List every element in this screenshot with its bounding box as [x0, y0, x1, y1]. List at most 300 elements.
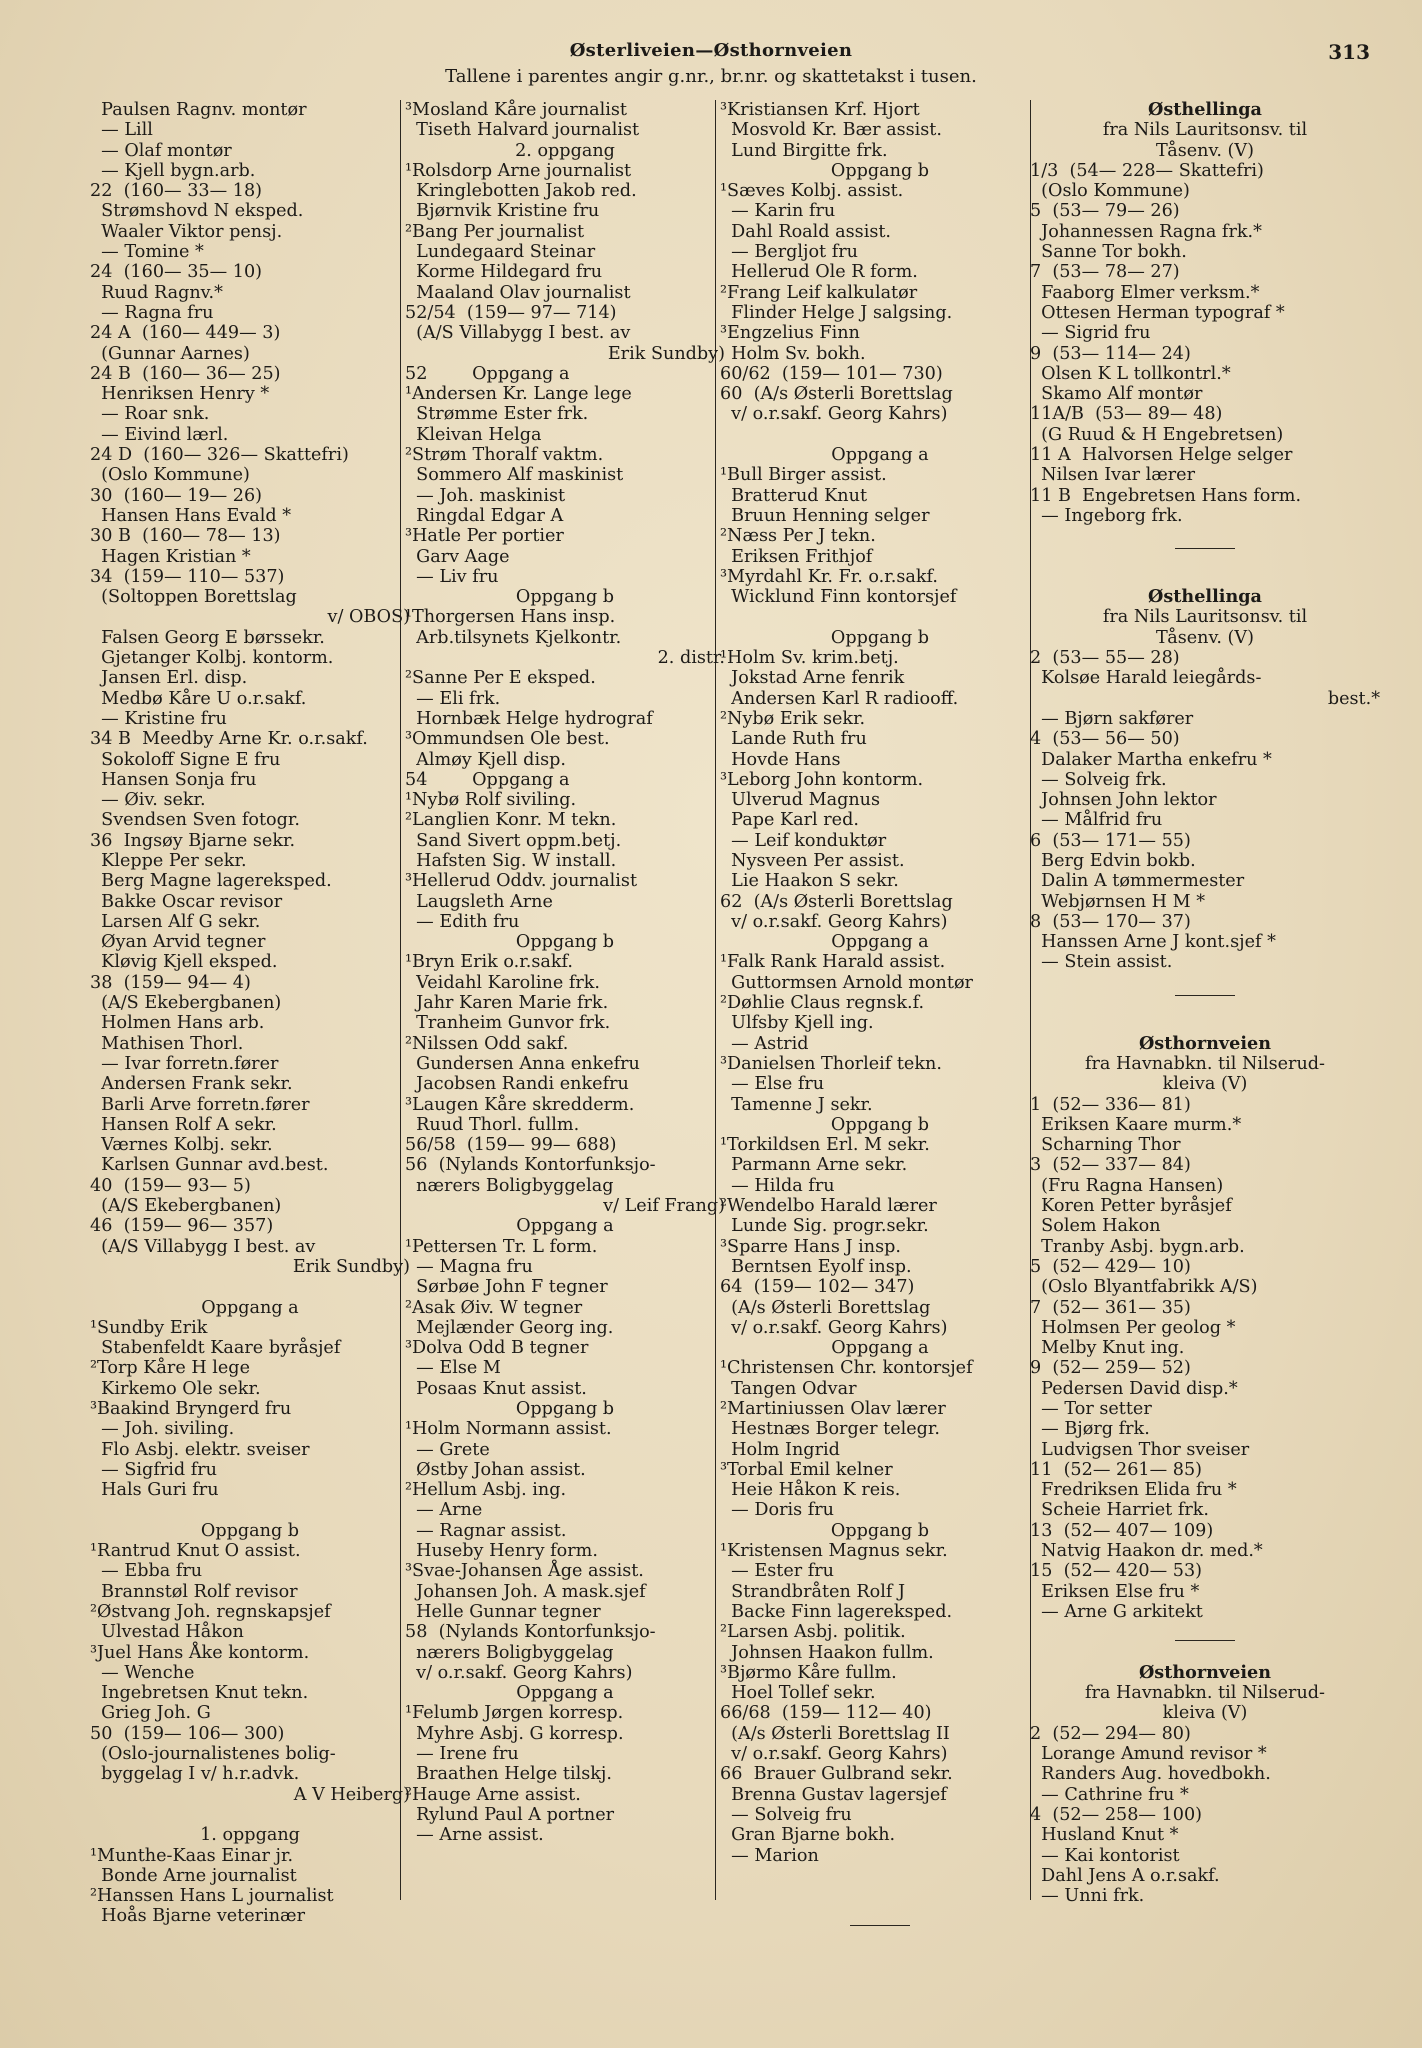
directory-line: v/ o.r.sakf. Georg Kahrs) [405, 1662, 633, 1683]
directory-line: (Oslo Kommune) [1030, 181, 1190, 202]
directory-line: 7 (53— 78— 27) [1030, 262, 1180, 283]
directory-line: — Solveig fru [720, 1804, 852, 1825]
directory-line: 24 D (160— 326— Skattefri) [90, 445, 349, 466]
directory-line: — Bjørg frk. [1030, 1419, 1150, 1440]
directory-line: (G Ruud & H Engebretsen) [1030, 424, 1284, 445]
directory-line: ²Langlien Konr. M tekn. [405, 810, 617, 831]
directory-line: Bjørnvik Kristine fru [405, 201, 600, 222]
directory-line: — Else M [405, 1358, 501, 1379]
directory-line: ¹Falk Rank Harald assist. [720, 952, 946, 973]
directory-line: Sokoloff Signe E fru [90, 749, 281, 770]
directory-line: Maaland Olav journalist [405, 282, 631, 303]
subsection-heading: Oppgang b [200, 1520, 300, 1541]
directory-line: Laugsleth Arne [405, 891, 553, 912]
page-number: 313 [1328, 40, 1370, 64]
directory-line: — Liv fru [405, 566, 499, 587]
directory-line: Sanne Tor bokh. [1030, 242, 1187, 263]
directory-line: Flo Asbj. elektr. sveiser [90, 1439, 310, 1460]
directory-line: Gran Bjarne bokh. [720, 1825, 896, 1846]
directory-line: Gundersen Anna enkefru [405, 1053, 640, 1074]
directory-line: Myhre Asbj. G korresp. [405, 1723, 624, 1744]
directory-line: v/ OBOS) [327, 607, 410, 628]
section-end-rule [1175, 548, 1235, 549]
page-title: Østerliveien—Østhornveien [569, 40, 853, 61]
directory-line: — Ebba fru [90, 1561, 203, 1582]
directory-line: Sommero Alf maskinist [405, 465, 624, 486]
directory-line: — Målfrid fru [1030, 810, 1163, 831]
directory-line: Melby Knut ing. [1030, 1338, 1185, 1359]
subsection-heading: Oppgang a [831, 932, 929, 953]
directory-line: Kløvig Kjell eksped. [90, 952, 278, 973]
section-heading: Østhornveien [1138, 1661, 1272, 1683]
directory-line: (Oslo Kommune) [90, 465, 250, 486]
directory-line: — Sigfrid fru [90, 1459, 217, 1480]
directory-line [720, 607, 1040, 627]
directory-line: Ringdal Edgar A [405, 505, 564, 526]
directory-line: ¹Sæves Kolbj. assist. [720, 181, 904, 202]
directory-line: 56 (Nylands Kontorfunksjo- [405, 1155, 656, 1176]
directory-line: 8 (53— 170— 37) [1030, 911, 1191, 932]
directory-line: 34 (159— 110— 537) [90, 566, 285, 587]
directory-line: Hansen Hans Evald * [90, 505, 292, 526]
directory-line: Almøy Kjell disp. [405, 749, 566, 770]
directory-line: 60 (A/s Østerli Borettslag [720, 384, 953, 405]
directory-line: Scheie Harriet frk. [1030, 1500, 1209, 1521]
directory-line: Erik Sundby) [607, 343, 725, 364]
directory-line: — Astrid [720, 1033, 809, 1054]
directory-line: — Hilda fru [720, 1175, 835, 1196]
directory-line: Brenna Gustav lagersjef [720, 1784, 947, 1805]
directory-line [1030, 993, 1380, 1013]
directory-line: ³Mosland Kåre journalist [405, 100, 628, 120]
directory-line [90, 1805, 410, 1825]
directory-line [1030, 973, 1380, 993]
directory-line: Værnes Kolbj. sekr. [90, 1135, 273, 1156]
directory-line: 7 (52— 361— 35) [1030, 1297, 1191, 1318]
directory-line: Pape Karl red. [720, 810, 859, 831]
directory-line: ¹Munthe-Kaas Einar jr. [90, 1845, 294, 1866]
directory-line: ¹Bryn Erik o.r.sakf. [405, 952, 573, 973]
subsection-heading: fra Nils Lauritsonsv. til [1102, 607, 1308, 628]
directory-line: ³Engzelius Finn [720, 323, 860, 344]
directory-line: ²Nybø Erik sekr. [720, 708, 866, 729]
directory-line: Flinder Helge J salgsing. [720, 302, 953, 323]
directory-line: Koren Petter byråsjef [1030, 1196, 1232, 1217]
directory-line: Tamenne J sekr. [720, 1094, 873, 1115]
directory-line: Strandbråten Rolf J [720, 1581, 905, 1602]
directory-line: Strømshovd N eksped. [90, 201, 304, 222]
section-heading: Østhornveien [1138, 1032, 1272, 1054]
subsection-heading: Oppgang b [515, 1399, 615, 1419]
directory-line: Sørbøe John F tegner [405, 1277, 608, 1298]
directory-line: Jokstad Arne fenrik [720, 668, 905, 689]
directory-line: Bakke Oscar revisor [90, 891, 283, 912]
directory-line: (Gunnar Aarnes) [90, 343, 250, 364]
directory-line: Gjetanger Kolbj. kontorm. [90, 648, 334, 669]
directory-line: Skamo Alf montør [1030, 384, 1203, 405]
directory-line: Hornbæk Helge hydrograf [405, 708, 653, 729]
directory-line: Wicklund Finn kontorsjef [720, 587, 957, 608]
directory-line: 24 A (160— 449— 3) [90, 323, 281, 344]
directory-line: (A/S Ekebergbanen) [90, 1196, 282, 1217]
directory-line: — Eli frk. [405, 688, 501, 709]
directory-line: 66 Brauer Gulbrand sekr. [720, 1764, 953, 1785]
directory-column-1 [90, 100, 410, 1927]
directory-line: Hoel Tollef sekr. [720, 1683, 876, 1704]
directory-line: Stabenfeldt Kaare byråsjef [90, 1338, 341, 1359]
directory-line: (A/S Villabygg I best. av [405, 323, 631, 344]
directory-line: — Arne assist. [405, 1825, 544, 1846]
directory-line: Pedersen David disp.* [1030, 1378, 1238, 1399]
subsection-heading: fra Havnabkn. til Nilserud- [1085, 1683, 1325, 1704]
subsection-heading: Oppgang a [516, 1683, 614, 1704]
directory-line: Jahr Karen Marie frk. [405, 993, 609, 1014]
directory-line: Guttormsen Arnold montør [720, 972, 973, 993]
directory-line: 5 (52— 429— 10) [1030, 1256, 1191, 1277]
directory-line [90, 1277, 410, 1297]
directory-line: v/ o.r.sakf. Georg Kahrs) [720, 404, 948, 425]
directory-line: ²Strøm Thoralf vaktm. [405, 445, 604, 466]
directory-line: — Doris fru [720, 1500, 834, 1521]
subsection-heading: Oppgang a [516, 1216, 614, 1237]
directory-line: Falsen Georg E børssekr. [90, 627, 325, 648]
directory-line: ²Hauge Arne assist. [405, 1784, 581, 1805]
directory-line: 11 B Engebretsen Hans form. [1030, 485, 1302, 506]
subsection-heading: Oppgang b [830, 1114, 930, 1135]
directory-line: 54 Oppgang a [405, 769, 570, 790]
directory-line: 40 (159— 93— 5) [90, 1175, 251, 1196]
directory-line: Eriksen Frithjof [720, 546, 873, 567]
directory-line: Parmann Arne sekr. [720, 1155, 908, 1176]
directory-line: 56/58 (159— 99— 688) [405, 1135, 617, 1156]
directory-line: — Roar snk. [90, 404, 210, 425]
directory-line: Berg Magne lagereksped. [90, 871, 332, 892]
directory-line: Svendsen Sven fotogr. [90, 810, 300, 831]
directory-line: ³Bjørmo Kåre fullm. [720, 1662, 897, 1683]
directory-line: 38 (159— 94— 4) [90, 972, 251, 993]
directory-line: v/ o.r.sakf. Georg Kahrs) [720, 911, 948, 932]
directory-line: Kleivan Helga [405, 424, 542, 445]
directory-line: Berg Edvin bokb. [1030, 850, 1196, 871]
directory-line: 15 (52— 420— 53) [1030, 1561, 1203, 1582]
directory-line: — Kjell bygn.arb. [90, 160, 256, 181]
directory-line: ³Juel Hans Åke kontorm. [90, 1642, 310, 1663]
directory-line [90, 1500, 410, 1520]
directory-line: Dalin A tømmermester [1030, 871, 1245, 892]
directory-line: — Lill [90, 120, 153, 141]
directory-line: byggelag I v/ h.r.advk. [90, 1764, 300, 1785]
directory-line: ¹Holm Normann assist. [405, 1419, 612, 1440]
directory-line: v/ Leif Frang) [603, 1196, 725, 1217]
directory-line: Heie Håkon K reis. [720, 1480, 901, 1501]
directory-line: Ulvestad Håkon [90, 1622, 244, 1643]
directory-line: 11 A Halvorsen Helge selger [1030, 445, 1293, 466]
directory-line: 11 (52— 261— 85) [1030, 1459, 1203, 1480]
directory-line: 58 (Nylands Kontorfunksjo- [405, 1622, 656, 1643]
directory-line: (A/S Ekebergbanen) [90, 993, 282, 1014]
directory-line: Henriksen Henry * [90, 384, 270, 405]
subsection-heading: Tåsenv. (V) [1156, 140, 1254, 161]
directory-line: — Leif konduktør [720, 830, 887, 851]
directory-line: — Olaf montør [90, 140, 232, 161]
directory-line: Lie Haakon S sekr. [720, 871, 899, 892]
directory-line: Garv Aage [405, 546, 510, 567]
directory-line: ³Hatle Per portier [405, 526, 564, 547]
directory-line: ¹Thorgersen Hans insp. [405, 607, 616, 628]
directory-line [1030, 1643, 1380, 1663]
subsection-heading: Oppgang b [515, 587, 615, 608]
directory-line: Bratterud Knut [720, 485, 868, 506]
directory-line: Johnsen Haakon fullm. [720, 1642, 934, 1663]
directory-line: Hansen Rolf A sekr. [90, 1114, 277, 1135]
directory-line: 50 (159— 106— 300) [90, 1723, 285, 1744]
directory-line: 9 (52— 259— 52) [1030, 1358, 1191, 1379]
directory-line: ²Asak Øiv. W tegner [405, 1297, 583, 1318]
directory-line: 1/3 (54— 228— Skattefri) [1030, 160, 1264, 181]
directory-line: 2. distr. [657, 648, 725, 669]
directory-line: Hafsten Sig. W install. [405, 850, 617, 871]
directory-line: Hestnæs Borger telegr. [720, 1419, 940, 1440]
directory-line: Johnsen John lektor [1030, 790, 1217, 811]
directory-line [1030, 1013, 1380, 1033]
directory-line: ³Myrdahl Kr. Fr. o.r.sakf. [720, 566, 938, 587]
directory-line: — Ragnar assist. [405, 1520, 567, 1541]
directory-line: Ruud Thorl. fullm. [405, 1114, 580, 1135]
directory-line: ¹Holm Sv. krim.betj. [720, 648, 899, 669]
subsection-heading: Oppgang a [831, 1338, 929, 1359]
directory-line: Hals Guri fru [90, 1480, 219, 1501]
directory-line: Ottesen Herman typograf * [1030, 302, 1285, 323]
subsection-heading: Oppgang b [830, 160, 930, 181]
directory-line: 13 (52— 407— 109) [1030, 1520, 1214, 1541]
directory-line: 52 Oppgang a [405, 363, 570, 384]
directory-line: Hansen Sonja fru [90, 769, 257, 790]
directory-line: 4 (52— 258— 100) [1030, 1804, 1203, 1825]
directory-line: 36 Ingsøy Bjarne sekr. [90, 830, 296, 851]
directory-line: ³Baakind Bryngerd fru [90, 1399, 292, 1419]
directory-line: Holmen Hans arb. [90, 1013, 265, 1034]
directory-line: ³Danielsen Thorleif tekn. [720, 1053, 942, 1074]
directory-line: Mathisen Thorl. [90, 1033, 244, 1054]
directory-line: (Soltoppen Borettslag [90, 587, 297, 608]
directory-line: Paulsen Ragnv. montør [90, 100, 307, 120]
directory-line: (A/s Østerli Borettslag II [720, 1723, 950, 1744]
directory-line: 66/68 (159— 112— 40) [720, 1703, 932, 1724]
directory-line: (A/s Østerli Borettslag [720, 1297, 931, 1318]
directory-line: ²Martiniussen Olav lærer [720, 1399, 946, 1419]
directory-line: 24 B (160— 36— 25) [90, 363, 281, 384]
directory-line: Tiseth Halvard journalist [405, 120, 640, 141]
directory-line: 46 (159— 96— 357) [90, 1216, 274, 1237]
directory-line: ²Wendelbo Harald lærer [720, 1196, 937, 1217]
subsection-heading: fra Nils Lauritsonsv. til [1102, 120, 1308, 141]
directory-line: Hagen Kristian * [90, 546, 251, 567]
directory-line: Mosvold Kr. Bær assist. [720, 120, 942, 141]
directory-line: — Marion [720, 1845, 819, 1866]
directory-line: Olsen K L tollkontrl.* [1030, 363, 1231, 384]
directory-line: — Tomine * [90, 242, 204, 263]
directory-line: Jansen Erl. disp. [90, 668, 248, 689]
directory-line: — Edith fru [405, 911, 520, 932]
directory-line: Hanssen Arne J kont.sjef * [1030, 932, 1276, 953]
directory-line: 64 (159— 102— 347) [720, 1277, 915, 1298]
subsection-heading: Tåsenv. (V) [1156, 627, 1254, 648]
subsection-heading: 1. oppgang [200, 1825, 300, 1846]
directory-line: — Kristine fru [90, 708, 227, 729]
directory-line: Kirkemo Ole sekr. [90, 1378, 261, 1399]
directory-line: ¹Rantrud Knut O assist. [90, 1541, 301, 1562]
directory-line: ²Larsen Asbj. politik. [720, 1622, 906, 1643]
directory-line: — Cathrine fru * [1030, 1784, 1189, 1805]
directory-line: ¹Rolsdorp Arne journalist [405, 160, 632, 181]
directory-line: Fredriksen Elida fru * [1030, 1480, 1237, 1501]
directory-line: Huseby Henry form. [405, 1541, 598, 1562]
directory-line: (Fru Ragna Hansen) [1030, 1175, 1224, 1196]
directory-line: ²Østvang Joh. regnskapsjef [90, 1601, 331, 1622]
directory-line: Ruud Ragnv.* [90, 282, 223, 303]
directory-line: — Karin fru [720, 201, 836, 222]
directory-line: — Wenche [90, 1662, 195, 1683]
directory-line: — Tor setter [1030, 1399, 1152, 1419]
directory-line: 11A/B (53— 89— 48) [1030, 404, 1223, 425]
directory-line: Dahl Jens A o.r.sakf. [1030, 1865, 1220, 1886]
directory-line: 24 (160— 35— 10) [90, 262, 263, 283]
directory-line: — Arne [405, 1500, 483, 1521]
directory-line: (Oslo Blyantfabrikk A/S) [1030, 1277, 1258, 1298]
directory-line: Øyan Arvid tegner [90, 932, 266, 953]
directory-line: v/ o.r.sakf. Georg Kahrs) [720, 1317, 948, 1338]
directory-line: nærers Boligbyggelag [405, 1175, 614, 1196]
directory-line: 30 (160— 19— 26) [90, 485, 263, 506]
directory-line: Berntsen Eyolf insp. [720, 1256, 912, 1277]
directory-line: Kolsøe Harald leiegårds- [1030, 668, 1262, 689]
subsection-heading: Oppgang b [515, 932, 615, 953]
directory-line: Randers Aug. hovedbokh. [1030, 1764, 1271, 1785]
directory-line [1030, 567, 1380, 587]
directory-line: Lande Ruth fru [720, 729, 867, 750]
directory-line: 9 (53— 114— 24) [1030, 343, 1191, 364]
directory-line: Holmsen Per geolog * [1030, 1317, 1236, 1338]
directory-line: Eriksen Else fru * [1030, 1581, 1200, 1602]
directory-line: ³Hellerud Oddv. journalist [405, 871, 638, 892]
directory-line: ¹Nybø Rolf siviling. [405, 790, 577, 811]
directory-line: — Joh. maskinist [405, 485, 566, 506]
directory-line: Nilsen Ivar lærer [1030, 465, 1195, 486]
directory-line: Brannstøl Rolf revisor [90, 1581, 298, 1602]
directory-line: ³Leborg John kontorm. [720, 769, 924, 790]
directory-line: Natvig Haakon dr. med.* [1030, 1541, 1263, 1562]
page-subtitle: Tallene i parentes angir g.nr., br.nr. og skattetakst i tusen. [445, 66, 977, 87]
directory-line: — Magna fru [405, 1256, 533, 1277]
directory-line: best.* [1327, 688, 1380, 709]
directory-line: ²Døhlie Claus regnsk.f. [720, 993, 925, 1014]
directory-line: — Bergljot fru [720, 242, 858, 263]
directory-line: ¹Pettersen Tr. L form. [405, 1236, 598, 1257]
directory-line: Strømme Ester frk. [405, 404, 589, 425]
directory-line: Braathen Helge tilskj. [405, 1764, 612, 1785]
directory-line: 22 (160— 33— 18) [90, 181, 263, 202]
directory-line: 60/62 (159— 101— 730) [720, 363, 943, 384]
directory-line: (Oslo-journalistenes bolig- [90, 1744, 336, 1765]
directory-line: ¹Sundby Erik [90, 1317, 208, 1338]
directory-line: Hovde Hans [720, 749, 841, 770]
directory-line: ²Næss Per J tekn. [720, 526, 876, 547]
directory-line: Dalaker Martha enkefru * [1030, 749, 1272, 770]
section-heading: Østhellinga [1148, 99, 1262, 120]
directory-line: ²Frang Leif kalkulatør [720, 282, 918, 303]
directory-line: Holm Sv. bokh. [720, 343, 866, 364]
directory-line: ²Bang Per journalist [405, 221, 585, 242]
directory-line: — Grete [405, 1439, 490, 1460]
directory-line: Lundegaard Steinar [405, 242, 596, 263]
directory-line: 1 (52— 336— 81) [1030, 1094, 1191, 1115]
directory-line: A V Heiberg) [293, 1784, 410, 1805]
directory-line: ³Svae-Johansen Åge assist. [405, 1561, 644, 1582]
directory-line: Medbø Kåre U o.r.sakf. [90, 688, 307, 709]
directory-line: ³Torbal Emil kelner [720, 1459, 893, 1480]
directory-line: Posaas Knut assist. [405, 1378, 587, 1399]
directory-column-4 [1030, 100, 1380, 1906]
directory-line: Johansen Joh. A mask.sjef [405, 1581, 646, 1602]
directory-line: Bonde Arne journalist [90, 1865, 297, 1886]
directory-line: ²Hellum Asbj. ing. [405, 1480, 567, 1501]
directory-line: ³Laugen Kåre skredderm. [405, 1094, 635, 1115]
directory-line: Sand Sivert oppm.betj. [405, 830, 622, 851]
subsection-heading: 2. oppgang [515, 140, 615, 161]
directory-line: — Joh. siviling. [90, 1419, 235, 1440]
directory-line: 62 (A/s Østerli Borettslag [720, 891, 953, 912]
directory-line: Larsen Alf G sekr. [90, 911, 261, 932]
directory-line: Korme Hildegard fru [405, 262, 603, 283]
directory-line: Lund Birgitte frk. [720, 140, 888, 161]
subsection-heading: fra Havnabkn. til Nilserud- [1085, 1053, 1325, 1074]
directory-line: — Eivind lærl. [90, 424, 229, 445]
directory-line: — Arne G arkitekt [1030, 1601, 1203, 1622]
subsection-heading: Oppgang b [830, 1520, 930, 1541]
directory-line: Ingebretsen Knut tekn. [90, 1683, 309, 1704]
directory-line: Mejlænder Georg ing. [405, 1317, 614, 1338]
directory-line: Nysveen Per assist. [720, 850, 905, 871]
directory-line: Østby Johan assist. [405, 1459, 586, 1480]
directory-line: — Unni frk. [1030, 1886, 1145, 1907]
directory-line: — Kai kontorist [1030, 1845, 1180, 1866]
directory-line: — Stein assist. [1030, 952, 1173, 973]
directory-line [720, 425, 1040, 445]
directory-line: nærers Boligbyggelag [405, 1642, 614, 1663]
directory-line: ³Ommundsen Ole best. [405, 729, 610, 750]
directory-line: 2 (52— 294— 80) [1030, 1723, 1191, 1744]
directory-line: ²Nilssen Odd sakf. [405, 1033, 569, 1054]
directory-line: Andersen Karl R radiooff. [720, 688, 959, 709]
directory-line: Scharning Thor [1030, 1135, 1181, 1156]
directory-line [1030, 526, 1380, 546]
directory-line: 2 (53— 55— 28) [1030, 648, 1180, 669]
directory-line: 5 (53— 79— 26) [1030, 201, 1180, 222]
directory-line: Arb.tilsynets Kjelkontr. [405, 627, 622, 648]
directory-line: Waaler Viktor pensj. [90, 221, 283, 242]
directory-line: — Ester fru [720, 1561, 834, 1582]
section-end-rule [850, 1925, 910, 1926]
section-heading: Østhellinga [1148, 586, 1262, 608]
section-end-rule [1175, 1640, 1235, 1641]
directory-line: 52/54 (159— 97— 714) [405, 302, 617, 323]
directory-line: ²Torp Kåre H lege [90, 1358, 250, 1379]
directory-line: — Øiv. sekr. [90, 790, 206, 811]
directory-line: Dahl Roald assist. [720, 221, 892, 242]
directory-line: 3 (52— 337— 84) [1030, 1155, 1191, 1176]
directory-line: — Ragna fru [90, 302, 214, 323]
directory-line: Hoås Bjarne veterinær [90, 1906, 305, 1927]
